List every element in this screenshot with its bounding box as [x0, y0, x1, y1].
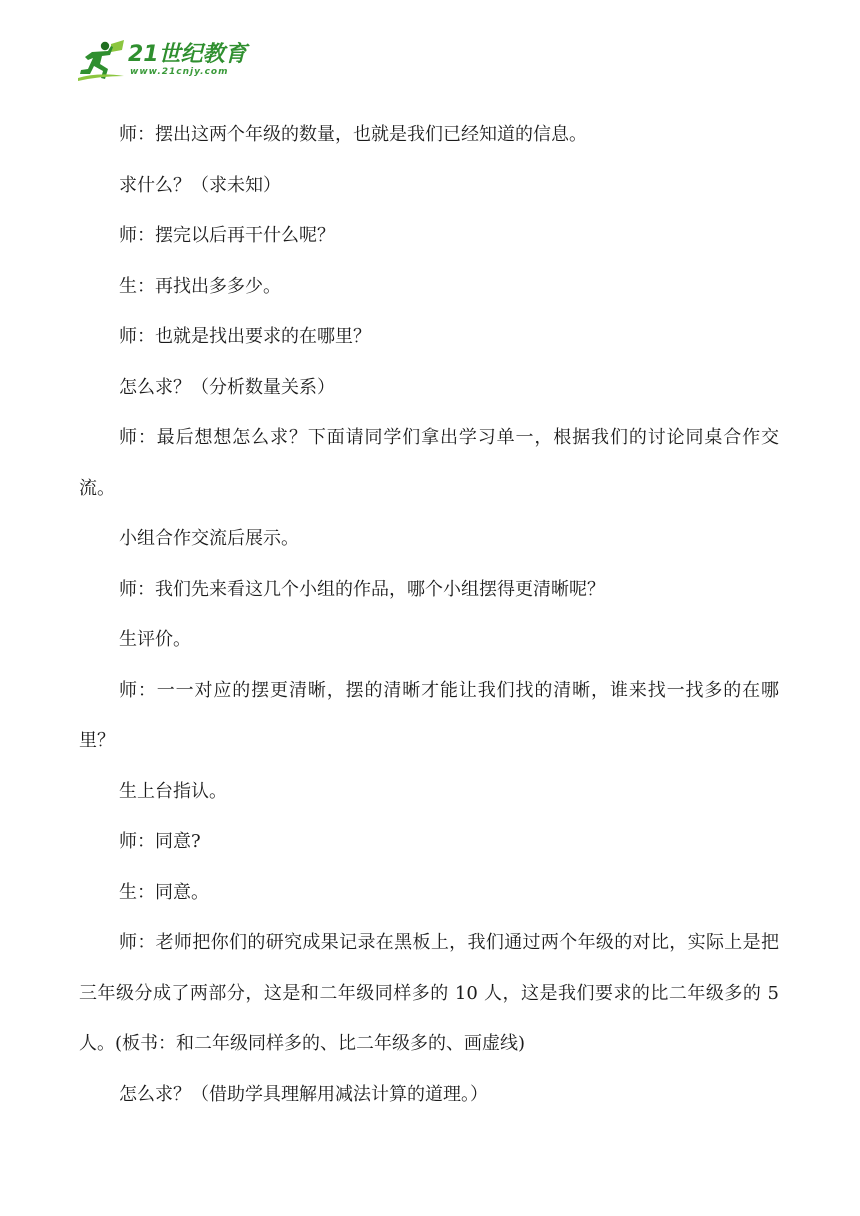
paragraph: 怎么求？（借助学具理解用减法计算的道理。）: [119, 1083, 488, 1105]
paragraph: 师：老师把你们的研究成果记录在黑板上，我们通过两个年级的对比，实际上是把三年级分成了两部分，这是和二年级同样多的 10 人，这是我们要求的比二年级多的 5 人。(板书：和二年级同样多的、比二年级多的、画虚线): [79, 932, 779, 1054]
logo-url: www.21cnjy.com: [130, 67, 229, 77]
paragraph: 求什么？（求未知）: [119, 174, 281, 196]
paragraph: 师：最后想想怎么求？下面请同学们拿出学习单一，根据我们的讨论同桌合作交流。: [79, 427, 779, 499]
paragraph: 师：摆出这两个年级的数量，也就是我们已经知道的信息。: [119, 124, 587, 145]
paragraph: 生：同意。: [119, 881, 209, 903]
paragraph: 怎么求？（分析数量关系）: [119, 376, 335, 398]
site-logo: [78, 38, 248, 82]
paragraph: 生：再找出多多少。: [119, 275, 281, 297]
paragraph: 师：也就是找出要求的在哪里？: [119, 326, 371, 347]
running-figure-icon: [78, 38, 128, 82]
paragraph: 师：一一对应的摆更清晰，摆的清晰才能让我们找的清晰，谁来找一找多的在哪里？: [79, 679, 779, 751]
paragraph: 师：我们先来看这几个小组的作品，哪个小组摆得更清晰呢？: [119, 578, 605, 600]
paragraph: 生上台指认。: [119, 780, 227, 802]
paragraph: 小组合作交流后展示。: [119, 528, 299, 549]
paragraph: 师：同意?: [119, 831, 201, 852]
paragraph: 生评价。: [119, 629, 191, 650]
paragraph: 师：摆完以后再干什么呢？: [119, 225, 335, 246]
document-body: [79, 110, 779, 1120]
logo-title: 21世纪教育: [128, 42, 247, 67]
